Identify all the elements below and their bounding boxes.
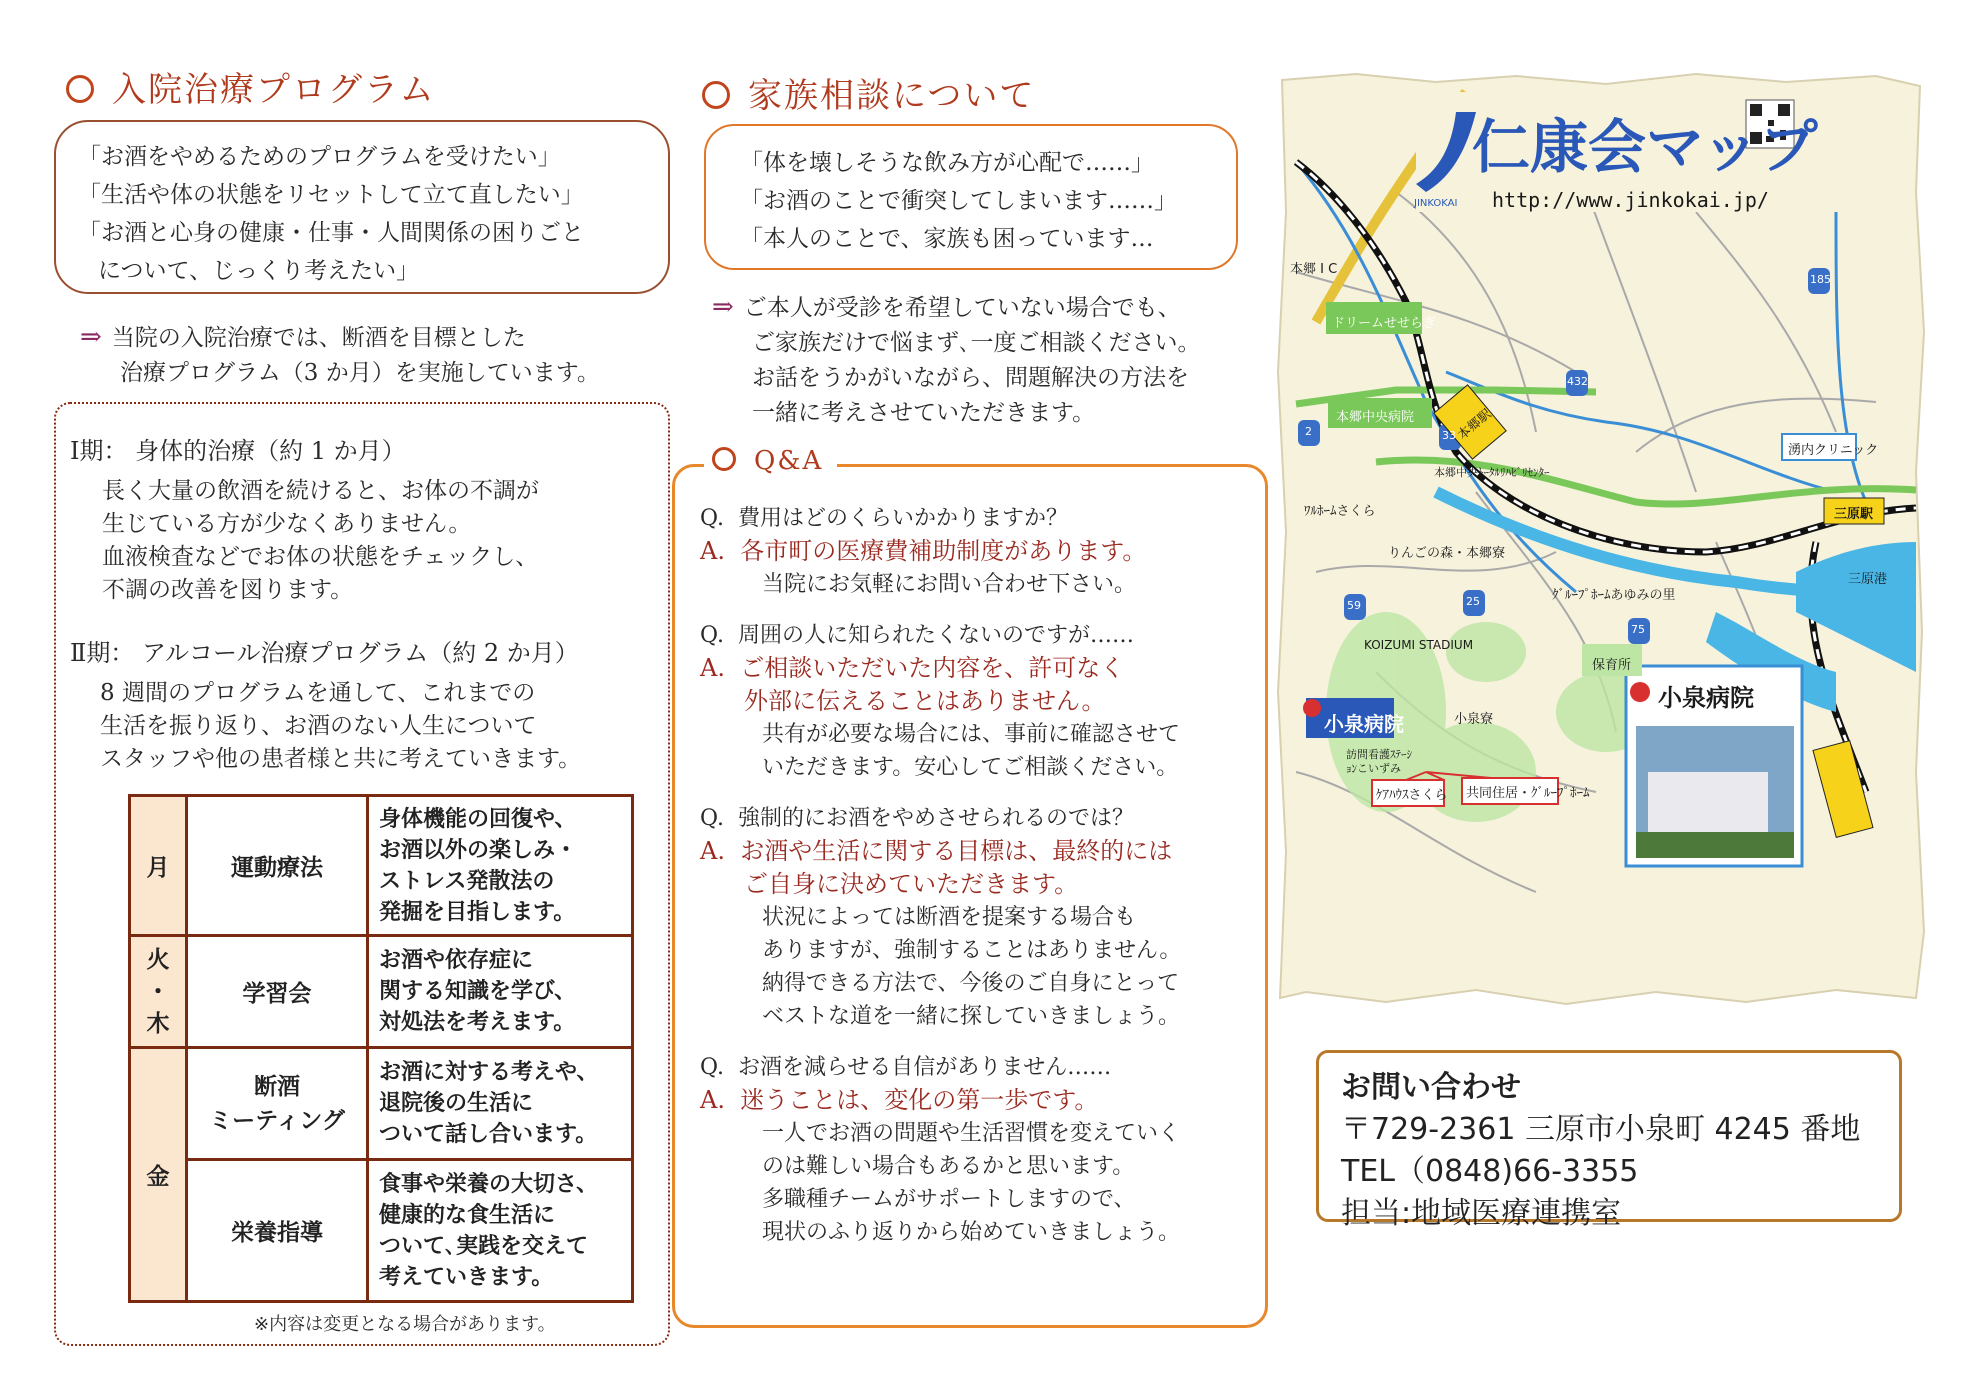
label-ringo: りんごの森・本郷寮 <box>1388 546 1506 561</box>
desc-line: お酒以外の楽しみ・ <box>379 837 578 863</box>
phase1-line: 長く大量の飲酒を続けると、お体の不調が <box>102 478 539 504</box>
qa-item <box>700 502 1260 601</box>
answer-text: 各市町の医療費補助制度があります。 <box>740 537 1147 565</box>
a-prefix: A. <box>700 1086 725 1114</box>
family-line: ご本人が受診を希望していない場合でも、 <box>743 295 1181 321</box>
arrow-icon: ⇒ <box>80 322 102 352</box>
route-number: 2 <box>1305 425 1312 438</box>
answer-detail: 状況によっては断酒を提案する場合も <box>762 905 1137 930</box>
map-logo-text: JINKOKAI <box>1414 198 1458 209</box>
answer-detail: ありますが、強制することはありません。 <box>762 938 1182 963</box>
bubble-line: 「お酒をやめるためのプログラムを受けたい」 <box>78 144 561 170</box>
answer <box>700 835 1260 868</box>
hospital-building <box>1648 772 1768 832</box>
family-body <box>712 290 1201 431</box>
inpatient-section-title <box>66 62 436 111</box>
answer-detail: のは難しい場合もあるかと思います。 <box>762 1154 1135 1179</box>
route-number: 25 <box>1466 595 1480 608</box>
label-hongo-chuo: 本郷中央病院 <box>1336 410 1415 425</box>
map-title: 仁康会マップ <box>1472 113 1818 181</box>
label-koizumi-hospital: 小泉病院 <box>1324 712 1404 736</box>
answer-detail: ベストな道を一緒に探していきましょう。 <box>762 1004 1181 1029</box>
q-prefix: Q. <box>700 623 724 648</box>
label-houmon: 訪問看護ｽﾃｰｼｮﾝこいずみ <box>1346 748 1412 775</box>
bubble-line: 「本人のことで、家族も困っています… <box>740 226 1154 252</box>
question-text: 周囲の人に知られたくないのですが…… <box>737 623 1134 648</box>
route-number: 59 <box>1347 599 1361 612</box>
answer-text: 迷うことは、変化の第一歩です。 <box>740 1086 1099 1114</box>
bubble-line: 「お酒と心身の健康・仕事・人間関係の困りごと <box>78 220 584 246</box>
label-koizumi-hospital-photo: 小泉病院 <box>1658 684 1754 712</box>
phase1-line: 生じている方が少なくありません。 <box>102 511 472 537</box>
q-prefix: Q. <box>700 806 724 831</box>
number-badge-icon <box>1630 682 1650 702</box>
question <box>700 502 1260 535</box>
inpatient-intro <box>80 320 600 391</box>
label-group-home: 共同住居・ｸﾞﾙｰﾌﾟﾎｰﾑ <box>1466 786 1590 801</box>
label-mihara-port: 三原港 <box>1848 572 1888 587</box>
phase1-line: 血液検査などでお体の状態をチェックし、 <box>102 544 539 570</box>
question-text: お酒を減らせる自信がありません…… <box>737 1055 1112 1080</box>
phase1-line: 不調の改善を図ります。 <box>102 577 354 603</box>
inpatient-title-text: 入院治療プログラム <box>112 70 436 110</box>
desc-line: 対処法を考えます。 <box>379 1010 576 1035</box>
program-desc-cell <box>368 936 633 1048</box>
bubble-line: 「体を壊しそうな飲み方が心配で……」 <box>740 150 1154 176</box>
qa-item <box>700 802 1260 1033</box>
label-sakuyama-clinic: 湧内クリニック <box>1788 443 1879 458</box>
answer <box>700 652 1260 685</box>
qa-item <box>700 619 1260 784</box>
qa-item <box>700 1051 1260 1249</box>
phase1-block <box>70 434 539 607</box>
map-illustration <box>1276 72 1926 1008</box>
answer-text: 外部に伝えることはありません。 <box>744 687 1106 715</box>
program-desc-cell <box>368 1048 633 1160</box>
program-name-cell: 栄養指導 <box>187 1160 368 1302</box>
table-row <box>130 936 633 1048</box>
bubble-line: 「お酒のことで衝突してしまいます……」 <box>740 188 1177 214</box>
day-cell: 月 <box>130 796 187 936</box>
label-mihara-station: 三原駅 <box>1834 507 1874 522</box>
answer-detail: 当院にお気軽にお問い合わせ下さい。 <box>762 572 1137 597</box>
answer-detail: 多職種チームがサポートしますので、 <box>762 1187 1136 1212</box>
q-prefix: Q. <box>700 506 724 531</box>
label-care-sakura: ｹｱﾊｳｽさくら <box>1376 788 1448 803</box>
desc-line: 考えていきます。 <box>379 1264 554 1290</box>
phase2-line: 生活を振り返り、お酒のない人生について <box>100 713 537 739</box>
family-line: お話をうかがいながら、問題解決の方法を <box>752 365 1189 391</box>
table-row <box>130 1160 633 1302</box>
route-number: 432 <box>1567 375 1588 388</box>
program-desc-cell <box>368 1160 633 1302</box>
route-number: 33 <box>1442 429 1456 442</box>
label-hongo-ic: 本郷 I C <box>1290 262 1338 277</box>
desc-line: 食事や栄養の大切さ、 <box>379 1171 599 1197</box>
label-hongo-center: 本郷中央ﾄｰﾀﾙﾘﾊﾋﾞﾘｾﾝﾀｰ <box>1434 466 1550 479</box>
family-line: ご家族だけで悩まず､一度ご相談ください。 <box>752 330 1201 356</box>
route-number: 75 <box>1631 623 1645 636</box>
family-title-text: 家族相談について <box>748 76 1036 116</box>
phase1-title: Ⅰ期： 身体的治療（約 1 か月） <box>70 437 406 465</box>
answer-detail: いただきます。安心してご相談ください。 <box>762 755 1179 780</box>
answer <box>700 1084 1260 1117</box>
qa-list <box>700 502 1260 1249</box>
table-row <box>130 1048 633 1160</box>
phase2-title: Ⅱ期： アルコール治療プログラム（約 2 か月） <box>70 639 579 667</box>
desc-line: 退院後の生活に <box>379 1091 534 1116</box>
label-stadium: KOIZUMI STADIUM <box>1364 638 1474 652</box>
circle-bullet-icon <box>712 447 736 471</box>
circle-bullet-icon <box>66 75 94 103</box>
label-hoiku: 保育所 <box>1592 658 1632 673</box>
answer-text: お酒や生活に関する目標は、最終的には <box>740 837 1173 865</box>
arrow-icon: ⇒ <box>712 292 734 322</box>
desc-line: お酒に対する考えや、 <box>379 1060 599 1085</box>
map <box>1276 72 1926 1008</box>
contact-address: 〒729-2361 三原市小泉町 4245 番地 <box>1341 1112 1861 1147</box>
desc-line: 健康的な食生活に <box>379 1202 556 1228</box>
desc-line: ついて話し合います。 <box>379 1122 598 1147</box>
label-ayumi: ｸﾞﾙｰﾌﾟﾎｰﾑあゆみの里 <box>1552 588 1676 603</box>
number-badge-icon <box>1303 699 1321 717</box>
phase2-line: スタッフや他の患者様と共に考えていきます。 <box>100 746 582 772</box>
family-line: 一緒に考えさせていただきます。 <box>752 400 1096 426</box>
question <box>700 619 1260 652</box>
a-prefix: A. <box>700 537 725 565</box>
qa-title-text: Q&A <box>754 446 824 476</box>
route-number: 185 <box>1810 273 1831 286</box>
contact-tel[interactable]: TEL（0848)66-3355 <box>1341 1154 1639 1189</box>
map-url[interactable]: http://www.jinkokai.jp/ <box>1492 188 1769 212</box>
family-speech-bubble <box>704 124 1238 270</box>
answer <box>700 535 1260 568</box>
schedule-table <box>128 794 634 1303</box>
label-koizumi-ryo: 小泉寮 <box>1454 712 1494 727</box>
desc-line: 発掘を目指します。 <box>379 899 576 925</box>
label-hongo-station: 本郷駅 <box>1455 406 1495 444</box>
answer-detail: 納得できる方法で、今後のご自身にとって <box>762 971 1180 996</box>
schedule-note: ※内容は変更となる場合があります。 <box>254 1314 556 1335</box>
answer-detail: 共有が必要な場合には、事前に確認させて <box>762 722 1181 747</box>
qa-section-title <box>704 446 837 476</box>
bubble-line: 「生活や体の状態をリセットして立て直したい」 <box>78 182 584 208</box>
inpatient-speech-bubble <box>54 120 670 294</box>
answer-detail: 現状のふり返りから始めていきましょう。 <box>762 1220 1181 1245</box>
intro-line: 治療プログラム（3 か月）を実施しています。 <box>120 360 600 386</box>
question <box>700 1051 1260 1084</box>
question-text: 強制的にお酒をやめさせられるのでは？ <box>737 806 1134 831</box>
a-prefix: A. <box>700 654 725 682</box>
label-dream: ドリームせせらぎ <box>1332 316 1437 331</box>
answer-detail: 一人でお酒の問題や生活習慣を変えていく <box>762 1121 1181 1146</box>
question <box>700 802 1260 835</box>
schedule-table-wrap <box>128 794 634 1303</box>
day-cell: 金 <box>130 1048 187 1302</box>
label-home-sakura: ﾜﾙﾎｰﾑさくら <box>1304 504 1376 519</box>
program-name-cell: 運動療法 <box>187 796 368 936</box>
phase2-line: 8 週間のプログラムを通して、これまでの <box>100 680 536 706</box>
a-prefix: A. <box>700 837 725 865</box>
question-text: 費用はどのくらいかかりますか？ <box>737 506 1068 531</box>
family-section-title <box>702 68 1035 117</box>
program-name-cell: 学習会 <box>187 936 368 1048</box>
phase2-block <box>70 636 581 776</box>
contact-title: お問い合わせ <box>1341 1070 1521 1105</box>
contact-box <box>1316 1050 1902 1231</box>
answer-text: ご自身に決めていただきます。 <box>744 870 1079 898</box>
desc-line: お酒や依存症に <box>379 948 534 973</box>
answer-text: ご相談いただいた内容を、許可なく <box>740 654 1125 682</box>
desc-line: ストレス発散法の <box>379 868 555 894</box>
bubble-line: について、じっくり考えたい」 <box>98 258 420 284</box>
circle-bullet-icon <box>702 81 730 109</box>
desc-line: 身体機能の回復や、 <box>379 806 577 832</box>
table-row <box>130 796 633 936</box>
desc-line: 関する知識を学び、 <box>379 979 577 1004</box>
program-name-cell: 断酒 ミーティング <box>187 1048 368 1160</box>
program-desc-cell <box>368 796 633 936</box>
day-cell: 火 ・ 木 <box>130 936 187 1048</box>
desc-line: ついて､実践を交えて <box>379 1233 589 1259</box>
intro-line: 当院の入院治療では、断酒を目標とした <box>111 325 526 351</box>
q-prefix: Q. <box>700 1055 724 1080</box>
contact-dept: 担当:地域医療連携室 <box>1341 1196 1622 1231</box>
